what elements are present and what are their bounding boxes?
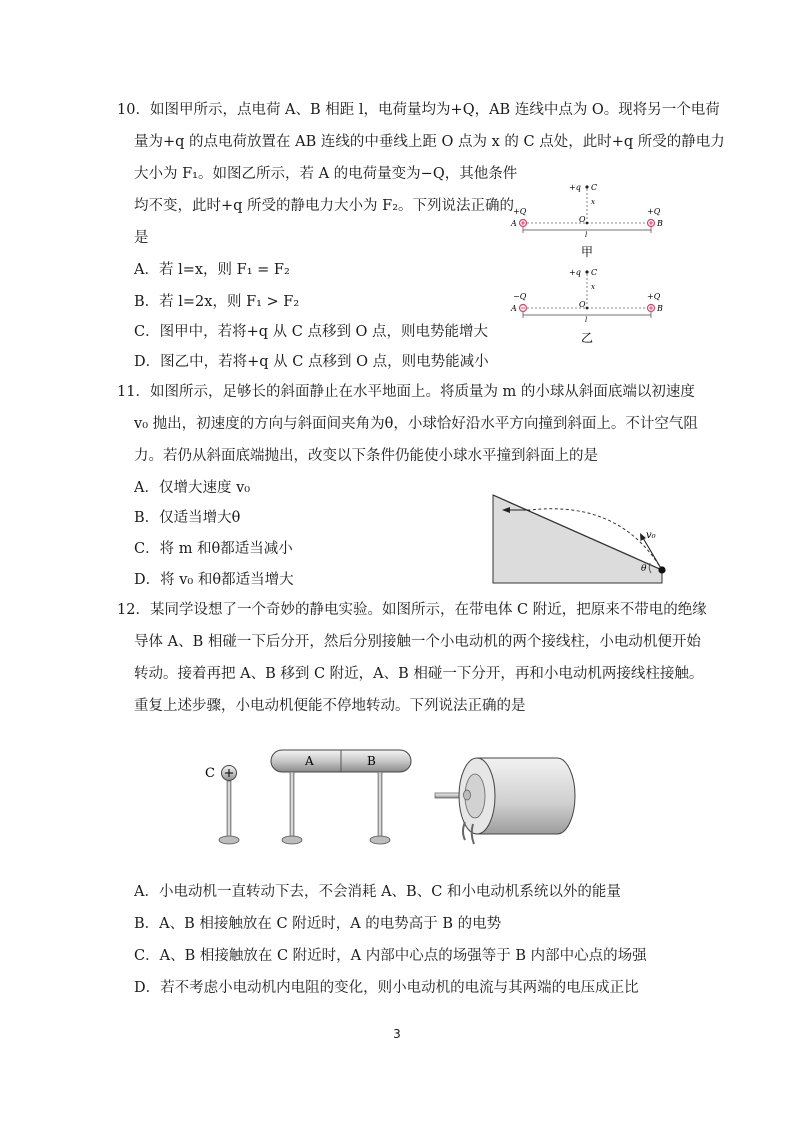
q12-option-c: C．A、B 相接触放在 C 附近时，A 内部中心点的场强等于 B 内部中心点的场强 [134, 948, 647, 964]
dist-x-label-yi: x [591, 283, 595, 291]
conductors-ab [271, 750, 411, 844]
small-motor [435, 758, 575, 844]
q11-line-1: 11．如图所示，足够长的斜面静止在水平地面上。将质量为 m 的小球从斜面底端以初速度 [117, 384, 695, 400]
q11-option-d: D．将 v₀ 和θ都适当增大 [134, 572, 294, 588]
q10-line-4: 均不变，此时+q 所受的静电力大小为 F₂。下列说法正确的 [134, 198, 515, 214]
q10-option-a: A．若 l=x，则 F₁ = F₂ [134, 262, 290, 278]
figure-jia [510, 183, 663, 259]
velocity-label: v₀ [646, 530, 656, 541]
q10-top-charge-label-yi: +q [569, 268, 581, 277]
q12-option-b: B．A、B 相接触放在 C 附近时，A 的电势高于 B 的电势 [134, 916, 502, 932]
point-c-label: C [591, 183, 598, 192]
q10-top-charge-label: +q [569, 183, 581, 192]
q11-option-b: B．仅适当增大θ [134, 510, 241, 526]
dist-x-label: x [591, 198, 595, 206]
caption-jia: 甲 [581, 245, 594, 259]
q11-option-a: A．仅增大速度 v₀ [134, 480, 251, 496]
q10-line-1: 10．如图甲所示，点电荷 A、B 相距 l，电荷量均为+Q，AB 连线中点为 O。现将另一个电荷 [117, 102, 720, 118]
q10-figure [505, 178, 675, 348]
right-charge-label-jia: +Q [647, 207, 661, 216]
q11-line-3: 力。若仍从斜面底端抛出，改变以下条件仍能使小球水平撞到斜面上的是 [134, 448, 598, 464]
label-c: C [205, 766, 215, 781]
left-charge-label-jia: +Q [513, 207, 527, 216]
q12-apparatus-figure [195, 740, 580, 855]
label-a: A [305, 754, 314, 768]
angle-label: θ [641, 564, 647, 574]
q12-line-2: 导体 A、B 相碰一下后分开，然后分别接触一个小电动机的两个接线柱，小电动机便开始 [134, 634, 701, 650]
q12-option-d: D．若不考虑小电动机内电阻的变化，则小电动机的电流与其两端的电压成正比 [134, 980, 639, 996]
q11-incline-figure [490, 490, 670, 585]
left-charge-label-yi: −Q [513, 292, 527, 301]
charged-body-c [205, 766, 239, 845]
label-o-jia: O [579, 215, 586, 224]
label-a-jia: A [511, 219, 517, 228]
q12-line-4: 重复上述步骤，小电动机便能不停地转动。下列说法正确的是 [134, 698, 526, 714]
q11-option-c: C．将 m 和θ都适当减小 [134, 541, 293, 557]
label-l-yi: l [585, 316, 588, 324]
label-b-yi: B [657, 304, 663, 313]
q10-line-2: 量为+q 的点电荷放置在 AB 连线的中垂线上距 O 点为 x 的 C 点处，此时+q 所受的静电力 [134, 134, 725, 150]
q12-line-3: 转动。接着再把 A、B 移到 C 附近，A、B 相碰一下分开，再和小电动机两接线柱接触。 [134, 666, 704, 682]
point-c-label-yi: C [591, 268, 598, 277]
page-number: 3 [393, 1027, 401, 1041]
label-a-yi: A [511, 304, 517, 313]
q10-option-b: B．若 l=2x，则 F₁ > F₂ [134, 294, 300, 310]
q10-line-3: 大小为 F₁。如图乙所示，若 A 的电荷量变为−Q，其他条件 [134, 166, 518, 182]
label-b: B [367, 754, 376, 768]
right-charge-label-yi: +Q [647, 292, 661, 301]
q12-option-a: A．小电动机一直转动下去，不会消耗 A、B、C 和小电动机系统以外的能量 [134, 884, 621, 900]
label-o-yi: O [579, 300, 586, 309]
q10-option-c: C．图甲中，若将+q 从 C 点移到 O 点，则电势能增大 [134, 324, 489, 340]
q12-line-1: 12．某同学设想了一个奇妙的静电实验。如图所示，在带电体 C 附近，把原来不带电的绝缘 [117, 602, 707, 618]
point-c-dot [585, 185, 588, 188]
ball [658, 566, 665, 573]
label-l-jia: l [585, 231, 588, 239]
label-b-jia: B [657, 219, 663, 228]
q11-line-2: v₀ 抛出，初速度的方向与斜面间夹角为θ，小球恰好沿水平方向撞到斜面上。不计空气阻 [134, 416, 698, 432]
figure-yi [510, 268, 663, 345]
caption-yi: 乙 [581, 331, 594, 345]
q10-option-d: D．图乙中，若将+q 从 C 点移到 O 点，则电势能减小 [134, 354, 489, 370]
q10-line-5: 是 [134, 230, 149, 246]
